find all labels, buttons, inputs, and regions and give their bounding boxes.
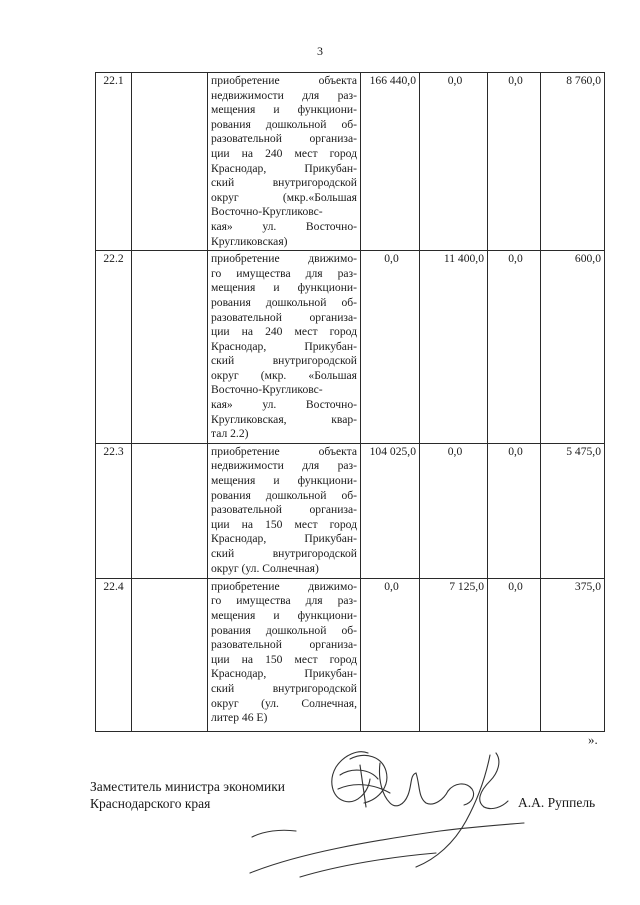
value-cell: 104 025,0 bbox=[361, 443, 420, 578]
row-number: 22.4 bbox=[96, 578, 132, 731]
description-line: Кругликовская, квар- bbox=[211, 412, 357, 426]
value-cell: 375,0 bbox=[541, 578, 605, 731]
budget-table bbox=[95, 72, 605, 732]
description-line: го имущества для раз- bbox=[211, 266, 357, 280]
value-cell: 0,0 bbox=[361, 578, 420, 731]
description-line: разовательной организа- bbox=[211, 310, 357, 324]
description-line: ский внутригородской bbox=[211, 354, 357, 368]
value-cell: 600,0 bbox=[541, 251, 605, 444]
description-line: Восточно-Кругликовс- bbox=[211, 205, 323, 219]
description-line: округ (ул. Солнечная) bbox=[211, 561, 319, 575]
description-line: Краснодар, Прикубан- bbox=[211, 667, 357, 681]
description-line: мещения и функциони- bbox=[211, 281, 357, 295]
description-line: приобретение объекта bbox=[211, 74, 357, 87]
empty-cell bbox=[132, 251, 208, 444]
description-line: разовательной организа- bbox=[211, 503, 357, 517]
description-line: округ (мкр.«Большая bbox=[211, 190, 357, 204]
description-line: Краснодар, Прикубан- bbox=[211, 161, 357, 175]
value-cell: 8 760,0 bbox=[541, 73, 605, 251]
description-line: приобретение движимо- bbox=[211, 579, 357, 593]
description-line: разовательной организа- bbox=[211, 132, 357, 146]
description-line: рования дошкольной об- bbox=[211, 488, 357, 502]
description-line: округ (ул. Солнечная, bbox=[211, 696, 357, 710]
table-row bbox=[96, 578, 605, 731]
value-cell: 0,0 bbox=[488, 443, 541, 578]
row-description bbox=[208, 251, 361, 444]
value-cell: 0,0 bbox=[488, 578, 541, 731]
description-line: округ (мкр. «Большая bbox=[211, 368, 357, 382]
description-line: рования дошкольной об- bbox=[211, 295, 357, 309]
description-line: мещения и функциони- bbox=[211, 103, 357, 117]
description-line: Кругликовская) bbox=[211, 234, 288, 248]
signatory-title-line: Краснодарского края bbox=[90, 796, 211, 811]
signatory-title-line: Заместитель министра экономики bbox=[90, 779, 285, 794]
row-number: 22.1 bbox=[96, 73, 132, 251]
description-line: рования дошкольной об- bbox=[211, 623, 357, 637]
value-cell: 166 440,0 bbox=[361, 73, 420, 251]
table-row bbox=[96, 73, 605, 251]
description-line: мещения и функциони- bbox=[211, 474, 357, 488]
description-line: литер 46 Е) bbox=[211, 711, 268, 725]
description-line: мещения и функциони- bbox=[211, 609, 357, 623]
value-cell: 11 400,0 bbox=[420, 251, 488, 444]
description-line: го имущества для раз- bbox=[211, 594, 357, 608]
row-description bbox=[208, 578, 361, 731]
description-line: кая» ул. Восточно- bbox=[211, 219, 357, 233]
description-line: недвижимости для раз- bbox=[211, 459, 357, 473]
description-line: рования дошкольной об- bbox=[211, 117, 357, 131]
closing-quote-mark: ». bbox=[588, 732, 598, 747]
value-cell: 5 475,0 bbox=[541, 443, 605, 578]
value-cell: 0,0 bbox=[420, 73, 488, 251]
table-row bbox=[96, 251, 605, 444]
value-cell: 0,0 bbox=[488, 251, 541, 444]
table-body bbox=[96, 73, 605, 732]
description-line: Восточно-Кругликовс- bbox=[211, 383, 323, 397]
value-cell: 0,0 bbox=[361, 251, 420, 444]
value-cell: 7 125,0 bbox=[420, 578, 488, 731]
description-line: ский внутригородской bbox=[211, 547, 357, 560]
row-description bbox=[208, 443, 361, 578]
description-line: ции на 150 мест город bbox=[211, 517, 357, 531]
value-cell: 0,0 bbox=[420, 443, 488, 578]
description-line: разовательной организа- bbox=[211, 638, 357, 652]
description-line: ции на 240 мест город bbox=[211, 325, 357, 339]
table-row bbox=[96, 443, 605, 578]
description-line: приобретение объекта bbox=[211, 444, 357, 458]
description-line: Краснодар, Прикубан- bbox=[211, 339, 357, 353]
empty-cell bbox=[132, 578, 208, 731]
row-description bbox=[208, 73, 361, 251]
value-cell: 0,0 bbox=[488, 73, 541, 251]
description-line: ский внутригородской bbox=[211, 682, 357, 695]
description-line: недвижимости для раз- bbox=[211, 88, 357, 102]
description-line: приобретение движимо- bbox=[211, 252, 357, 266]
page-number: 3 bbox=[317, 44, 323, 58]
description-line: ции на 240 мест город bbox=[211, 146, 357, 160]
description-line: кая» ул. Восточно- bbox=[211, 398, 357, 412]
description-line: тал 2.2) bbox=[211, 427, 249, 441]
description-line: Краснодар, Прикубан- bbox=[211, 532, 357, 546]
signatory-name: А.А. Руппель bbox=[518, 795, 596, 810]
row-number: 22.2 bbox=[96, 251, 132, 444]
description-line: ции на 150 мест город bbox=[211, 652, 357, 666]
description-line: ский внутригородской bbox=[211, 176, 357, 190]
row-number: 22.3 bbox=[96, 443, 132, 578]
empty-cell bbox=[132, 73, 208, 251]
handwritten-signature bbox=[240, 745, 530, 895]
empty-cell bbox=[132, 443, 208, 578]
